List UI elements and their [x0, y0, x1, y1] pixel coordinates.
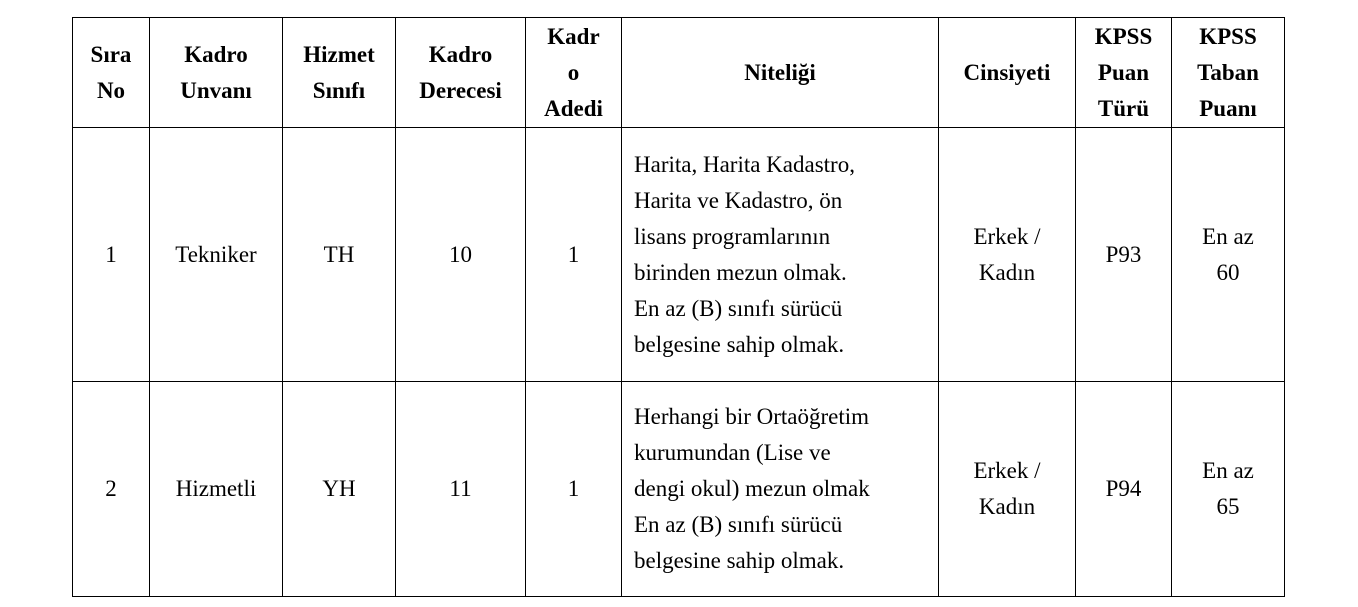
- cell-kpss-taban-puani: En az 60: [1172, 128, 1285, 382]
- cell-kadro-derecesi: 10: [396, 128, 526, 382]
- header-kpss-taban-puani: KPSS Taban Puanı: [1172, 18, 1285, 128]
- header-kadro-adedi: Kadr o Adedi: [526, 18, 622, 128]
- header-niteligi: Niteliği: [622, 18, 939, 128]
- cell-hizmet-sinifi: TH: [283, 128, 396, 382]
- cell-kadro-unvani: Tekniker: [150, 128, 283, 382]
- header-sira-no: Sıra No: [73, 18, 150, 128]
- positions-table: [72, 17, 1285, 597]
- cell-sira-no: 2: [73, 382, 150, 597]
- cell-kpss-puan-turu: P93: [1076, 128, 1172, 382]
- cell-niteligi: Harita, Harita Kadastro, Harita ve Kadastro, ön lisans programlarının birinden mezun olmak. En az (B) sınıfı sürücü belgesine sahip olmak.: [622, 128, 939, 382]
- cell-sira-no: 1: [73, 128, 150, 382]
- header-kpss-puan-turu: KPSS Puan Türü: [1076, 18, 1172, 128]
- table-row: [73, 128, 1285, 382]
- cell-kpss-taban-puani: En az 65: [1172, 382, 1285, 597]
- cell-kadro-adedi: 1: [526, 128, 622, 382]
- cell-niteligi: Herhangi bir Ortaöğretim kurumundan (Lise ve dengi okul) mezun olmak En az (B) sınıfı sürücü belgesine sahip olmak.: [622, 382, 939, 597]
- cell-kadro-unvani: Hizmetli: [150, 382, 283, 597]
- header-row: [73, 18, 1285, 128]
- cell-kpss-puan-turu: P94: [1076, 382, 1172, 597]
- header-kadro-derecesi: Kadro Derecesi: [396, 18, 526, 128]
- cell-cinsiyeti: Erkek / Kadın: [939, 128, 1076, 382]
- cell-hizmet-sinifi: YH: [283, 382, 396, 597]
- header-hizmet-sinifi: Hizmet Sınıfı: [283, 18, 396, 128]
- header-kadro-unvani: Kadro Unvanı: [150, 18, 283, 128]
- cell-kadro-derecesi: 11: [396, 382, 526, 597]
- header-cinsiyeti: Cinsiyeti: [939, 18, 1076, 128]
- table-row: [73, 382, 1285, 597]
- cell-kadro-adedi: 1: [526, 382, 622, 597]
- cell-cinsiyeti: Erkek / Kadın: [939, 382, 1076, 597]
